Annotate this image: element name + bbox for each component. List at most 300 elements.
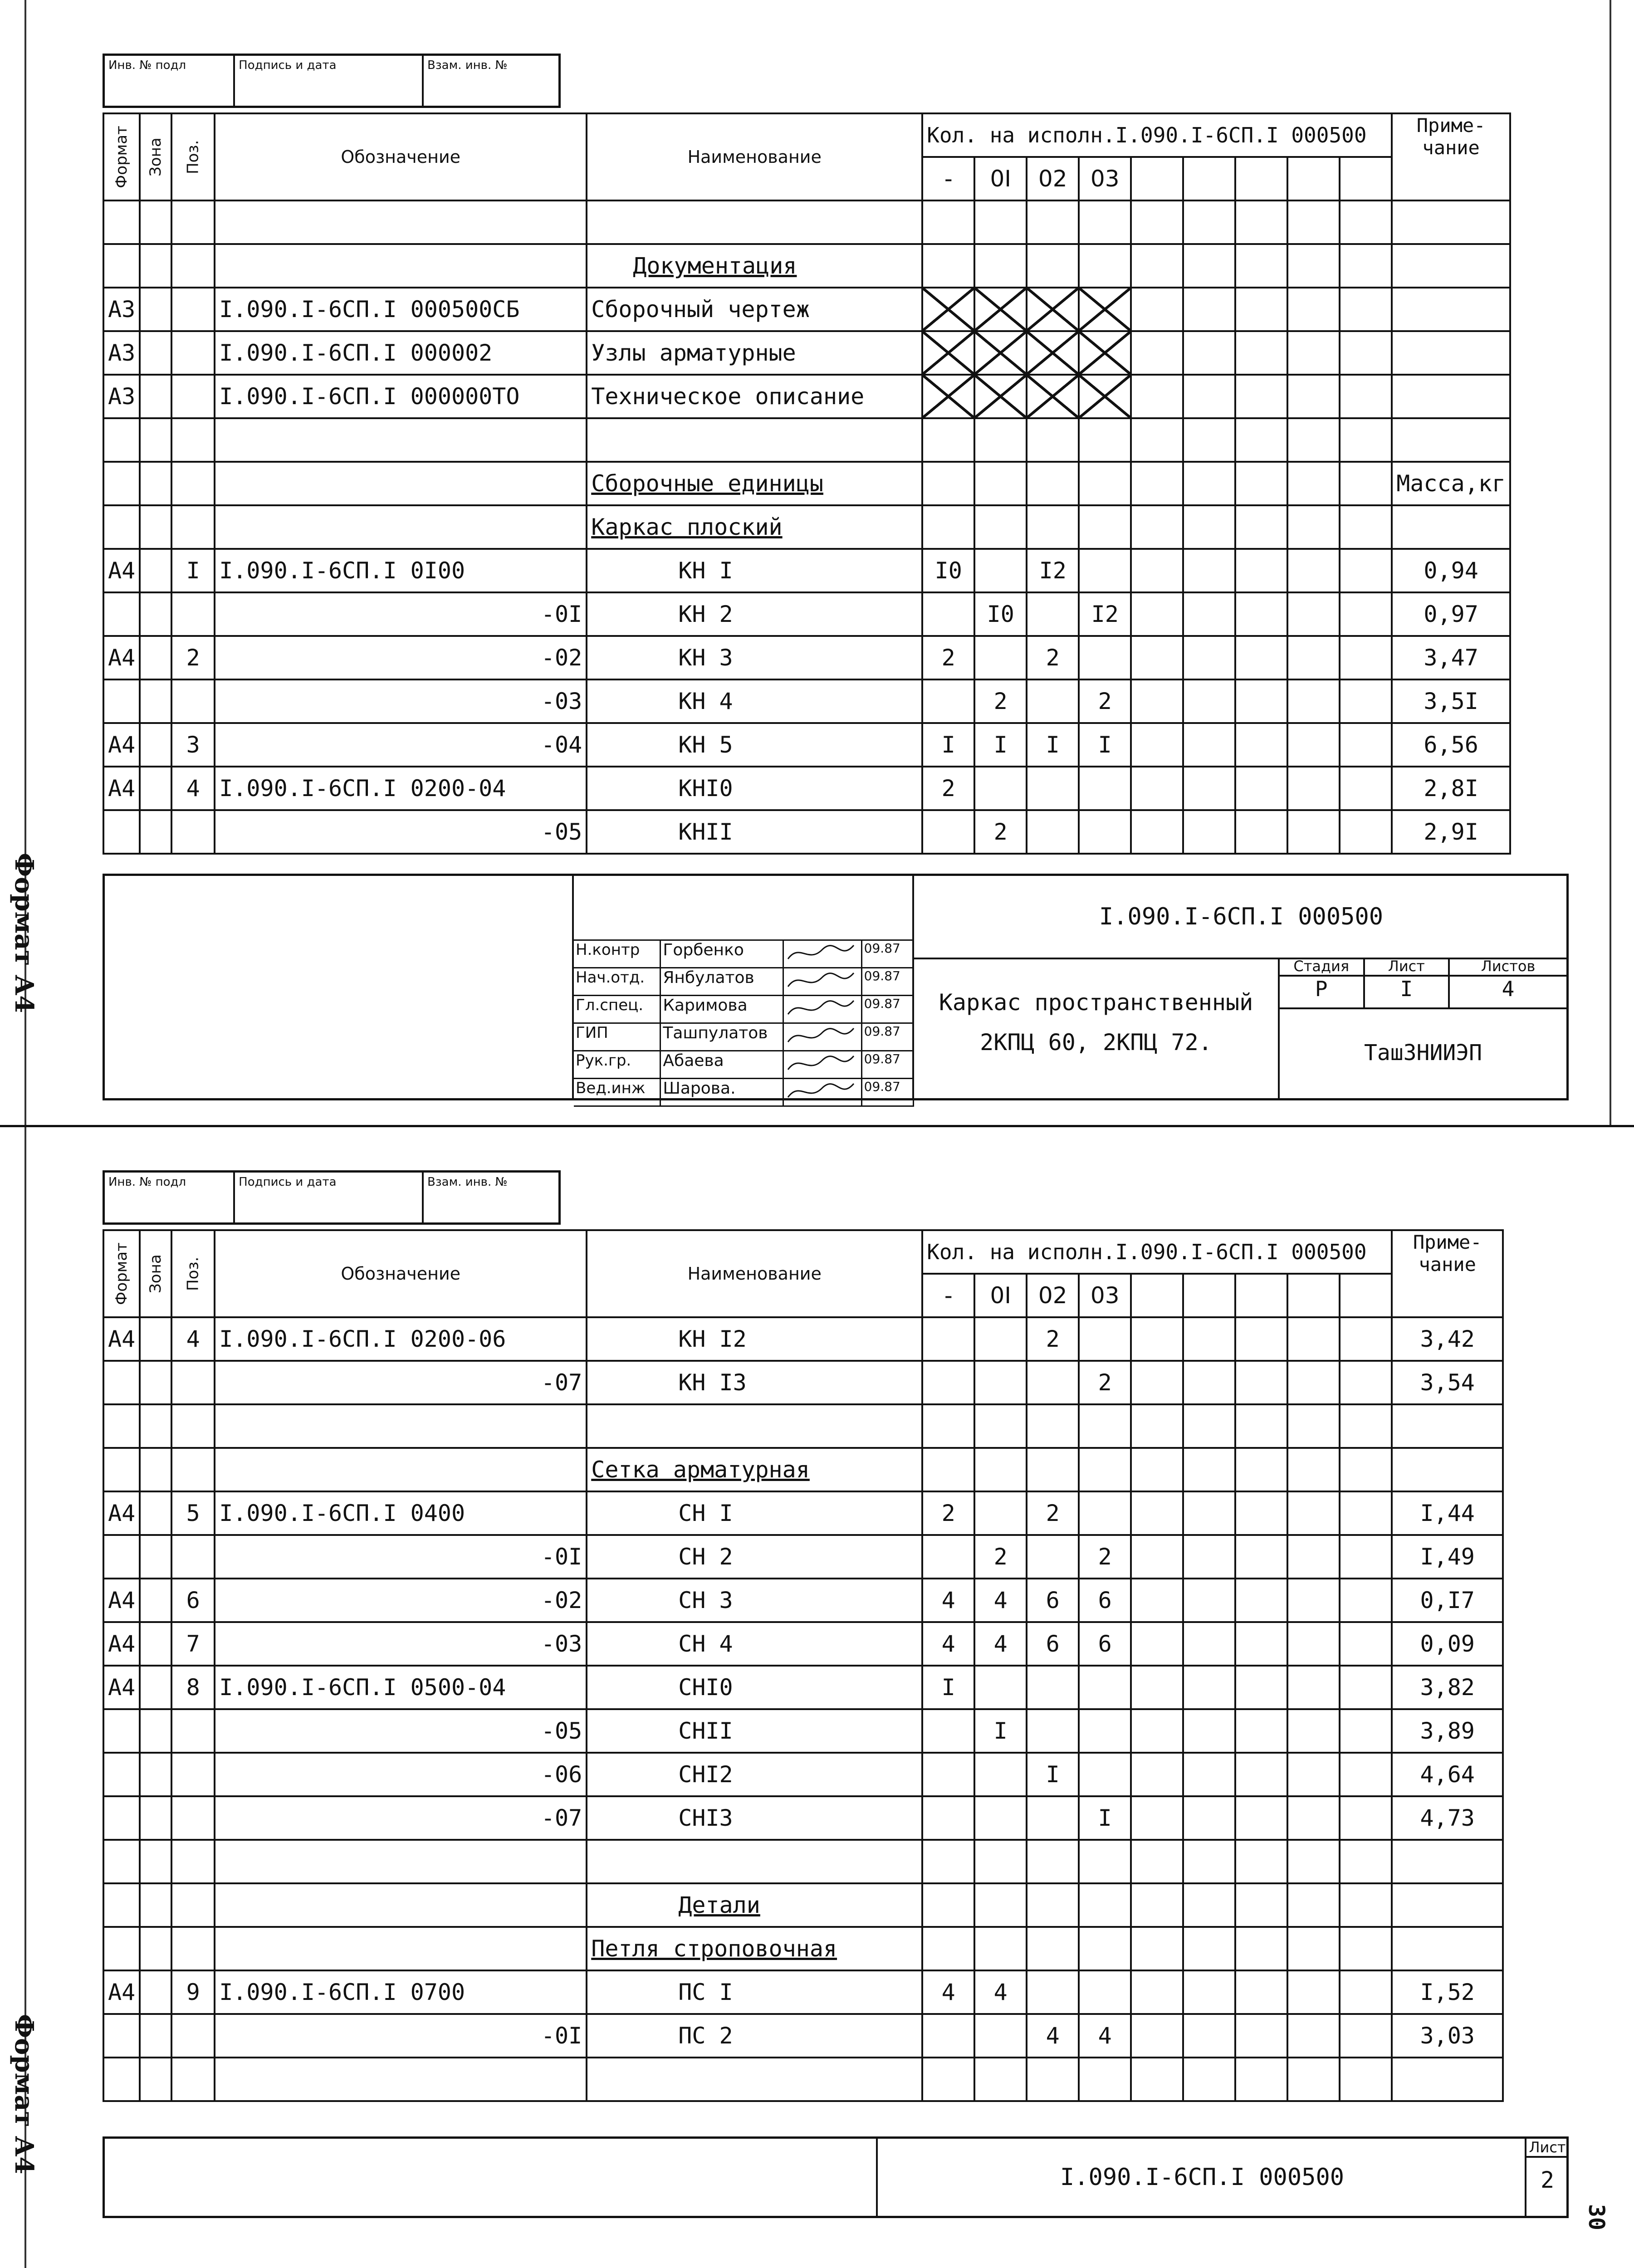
ex2-3: 03 bbox=[1079, 1274, 1131, 1317]
zone-cell bbox=[140, 1796, 171, 1840]
stamp-vzam: Взам. инв. № bbox=[427, 59, 508, 72]
name-cell: СНII bbox=[587, 1709, 922, 1753]
qty-cell bbox=[974, 1883, 1027, 1927]
qty-cell bbox=[922, 200, 974, 244]
format-cell: А4 bbox=[103, 1666, 140, 1709]
qty-cell: 2 bbox=[974, 679, 1027, 723]
table-row bbox=[103, 592, 1510, 636]
table-row bbox=[103, 1883, 1503, 1927]
qty-cell bbox=[922, 679, 974, 723]
date-cell: 09.87 bbox=[862, 941, 914, 967]
qty-cell bbox=[974, 418, 1027, 462]
role-cell: ГИП bbox=[574, 1024, 661, 1050]
qty-cell bbox=[974, 636, 1027, 679]
qty-cell bbox=[1027, 418, 1079, 462]
format-cell bbox=[103, 810, 140, 854]
name-cell: КНI0 bbox=[587, 767, 922, 810]
qty-cell: I bbox=[922, 723, 974, 767]
pos-cell: 8 bbox=[171, 1666, 215, 1709]
top-stamp-2 bbox=[103, 1170, 561, 1225]
signatures-area bbox=[572, 876, 914, 1098]
table-row bbox=[103, 418, 1510, 462]
qty-cell: 6 bbox=[1079, 1622, 1131, 1666]
qty-cell bbox=[1079, 244, 1131, 288]
sheet-2 bbox=[103, 1170, 1569, 2218]
format-cell: А3 bbox=[103, 375, 140, 418]
qty-cell bbox=[1027, 592, 1079, 636]
designation-cell: -0I bbox=[215, 592, 587, 636]
pos-cell bbox=[171, 1404, 215, 1448]
pos-cell bbox=[171, 1796, 215, 1840]
mass-cell bbox=[1392, 288, 1510, 331]
qty-cell: 2 bbox=[974, 810, 1027, 854]
table-row bbox=[103, 1970, 1503, 2014]
qty-cell bbox=[1027, 1448, 1079, 1491]
qty-cell: 4 bbox=[974, 1970, 1027, 2014]
zone-cell bbox=[140, 288, 171, 331]
format-cell: А4 bbox=[103, 767, 140, 810]
pos-cell bbox=[171, 810, 215, 854]
qty-cell: 2 bbox=[922, 1491, 974, 1535]
signature-row bbox=[574, 939, 914, 968]
format-cell bbox=[103, 1448, 140, 1491]
sheet-label: Лист bbox=[1365, 958, 1448, 977]
qty-cell: I bbox=[1079, 723, 1131, 767]
pos-cell bbox=[171, 1709, 215, 1753]
format-cell bbox=[103, 505, 140, 549]
mass-cell bbox=[1392, 375, 1510, 418]
qty-cell bbox=[974, 288, 1027, 331]
designation-cell: -0I bbox=[215, 1535, 587, 1579]
format-cell bbox=[103, 1404, 140, 1448]
format-cell: А3 bbox=[103, 331, 140, 375]
format-cell bbox=[103, 1535, 140, 1579]
qty-cell: I bbox=[974, 723, 1027, 767]
mass-cell: 3,42 bbox=[1392, 1317, 1503, 1361]
format-cell: А4 bbox=[103, 1317, 140, 1361]
zone-cell bbox=[140, 2014, 171, 2058]
name-cell: СНI3 bbox=[587, 1796, 922, 1840]
qty-cell bbox=[922, 1404, 974, 1448]
qty-cell bbox=[974, 2014, 1027, 2058]
qty-cell bbox=[922, 1317, 974, 1361]
pos-cell: 9 bbox=[171, 1970, 215, 2014]
designation-cell bbox=[215, 462, 587, 505]
designation-cell: I.090.I-6СП.I 0200-04 bbox=[215, 767, 587, 810]
format-cell bbox=[103, 1927, 140, 1970]
qty-cell bbox=[922, 288, 974, 331]
qty-cell bbox=[922, 1753, 974, 1796]
mass-cell: 6,56 bbox=[1392, 723, 1510, 767]
designation-cell: -03 bbox=[215, 1622, 587, 1666]
spec-table-1 bbox=[103, 112, 1511, 855]
qty-cell: 4 bbox=[974, 1579, 1027, 1622]
designation-cell: I.090.I-6СП.I 0200-06 bbox=[215, 1317, 587, 1361]
left-border-line bbox=[24, 0, 26, 2268]
designation-cell bbox=[215, 1883, 587, 1927]
qty-cell: I bbox=[974, 1709, 1027, 1753]
ex-2: 02 bbox=[1027, 157, 1079, 200]
col-zone: Зона bbox=[140, 113, 171, 200]
designation-cell: I.090.I-6СП.I 0500-04 bbox=[215, 1666, 587, 1709]
stage-block bbox=[1280, 958, 1566, 1009]
signature-row bbox=[574, 1051, 914, 1079]
sheets-label: Листов bbox=[1450, 958, 1566, 977]
table-row bbox=[103, 1622, 1503, 1666]
mass-cell: 3,5I bbox=[1392, 679, 1510, 723]
col-naim: Наименование bbox=[587, 113, 922, 200]
zone-cell bbox=[140, 331, 171, 375]
designation-cell: -07 bbox=[215, 1361, 587, 1404]
qty-cell bbox=[922, 1709, 974, 1753]
qty-cell: 4 bbox=[922, 1622, 974, 1666]
sheet-1 bbox=[103, 54, 1569, 1101]
pos-cell: 4 bbox=[171, 1317, 215, 1361]
name-cell: КН I2 bbox=[587, 1317, 922, 1361]
designation-cell: I.090.I-6СП.I 0700 bbox=[215, 1970, 587, 2014]
qty-cell bbox=[974, 1361, 1027, 1404]
table-row bbox=[103, 1927, 1503, 1970]
qty-cell bbox=[1027, 375, 1079, 418]
table-row bbox=[103, 200, 1510, 244]
format-cell bbox=[103, 418, 140, 462]
mass-cell: 2,9I bbox=[1392, 810, 1510, 854]
qty-cell bbox=[922, 462, 974, 505]
zone-cell bbox=[140, 418, 171, 462]
table-row bbox=[103, 1709, 1503, 1753]
table-row bbox=[103, 331, 1510, 375]
qty-cell bbox=[1079, 288, 1131, 331]
zone-cell bbox=[140, 1491, 171, 1535]
sheets-value: 4 bbox=[1502, 977, 1515, 1001]
table-row bbox=[103, 636, 1510, 679]
qty-cell bbox=[922, 505, 974, 549]
qty-cell bbox=[1027, 244, 1079, 288]
signature-row bbox=[574, 996, 914, 1024]
qty-cell: I0 bbox=[974, 592, 1027, 636]
date-cell: 09.87 bbox=[862, 996, 914, 1022]
spec-table-2 bbox=[103, 1229, 1504, 2102]
name-cell: СН 3 bbox=[587, 1579, 922, 1622]
signature-scribble bbox=[786, 1024, 858, 1048]
format-cell: А4 bbox=[103, 636, 140, 679]
qty-cell bbox=[1027, 810, 1079, 854]
qty-cell bbox=[922, 810, 974, 854]
qty-cell: 4 bbox=[1079, 2014, 1131, 2058]
sheet-separator bbox=[0, 1125, 1634, 1127]
col-format: Формат bbox=[103, 113, 140, 200]
name-cell: КН 3 bbox=[587, 636, 922, 679]
format-cell: А4 bbox=[103, 549, 140, 592]
zone-cell bbox=[140, 549, 171, 592]
pos-cell bbox=[171, 200, 215, 244]
format-cell: А4 bbox=[103, 1491, 140, 1535]
zone-cell bbox=[140, 1404, 171, 1448]
corner-page-number: 30 bbox=[1583, 2204, 1609, 2230]
stamp-sign-2: Подпись и дата bbox=[235, 1173, 424, 1222]
format-cell bbox=[103, 1753, 140, 1796]
qty-cell bbox=[974, 1840, 1027, 1883]
qty-cell bbox=[922, 1883, 974, 1927]
zone-cell bbox=[140, 1666, 171, 1709]
signature-row bbox=[574, 1024, 914, 1051]
qty-cell bbox=[1079, 810, 1131, 854]
format-cell bbox=[103, 2014, 140, 2058]
format-cell bbox=[103, 1840, 140, 1883]
qty-cell bbox=[1027, 331, 1079, 375]
signature-cell bbox=[784, 1079, 862, 1105]
pos-cell bbox=[171, 418, 215, 462]
role-cell: Нач.отд. bbox=[574, 968, 661, 995]
qty-cell: 2 bbox=[1027, 1491, 1079, 1535]
qty-cell bbox=[974, 244, 1027, 288]
table-row bbox=[103, 810, 1510, 854]
mass-cell bbox=[1392, 418, 1510, 462]
table-row bbox=[103, 1448, 1503, 1491]
name-cell: КН 2 bbox=[587, 592, 922, 636]
name-cell: СН 4 bbox=[587, 1622, 922, 1666]
table-row bbox=[103, 244, 1510, 288]
mass-cell: 4,73 bbox=[1392, 1796, 1503, 1840]
qty-cell bbox=[922, 1796, 974, 1840]
pos-cell bbox=[171, 1361, 215, 1404]
designation-cell: -04 bbox=[215, 723, 587, 767]
qty-cell bbox=[922, 1840, 974, 1883]
format-cell bbox=[103, 1796, 140, 1840]
format-cell bbox=[103, 679, 140, 723]
name-cell: СНI0 bbox=[587, 1666, 922, 1709]
name-cell: КНII bbox=[587, 810, 922, 854]
stamp-inv: Инв. № подл bbox=[105, 56, 235, 106]
qty-cell bbox=[922, 331, 974, 375]
signature-row bbox=[574, 968, 914, 996]
qty-cell bbox=[1079, 767, 1131, 810]
mass-cell: I,44 bbox=[1392, 1491, 1503, 1535]
qty-cell bbox=[922, 375, 974, 418]
table-row bbox=[103, 1753, 1503, 1796]
qty-cell bbox=[1079, 636, 1131, 679]
name-cell: СН 2 bbox=[587, 1535, 922, 1579]
name-cell bbox=[587, 418, 922, 462]
qty-cell bbox=[1027, 1535, 1079, 1579]
qty-cell bbox=[1079, 331, 1131, 375]
table-row bbox=[103, 2014, 1503, 2058]
mass-cell: I,49 bbox=[1392, 1535, 1503, 1579]
table-row bbox=[103, 1666, 1503, 1709]
qty-cell bbox=[922, 418, 974, 462]
designation-cell: I.090.I-6СП.I 000002 bbox=[215, 331, 587, 375]
qty-cell: I bbox=[1027, 723, 1079, 767]
qty-cell: 2 bbox=[922, 767, 974, 810]
signature-scribble bbox=[786, 996, 858, 1021]
qty-cell: 4 bbox=[922, 1579, 974, 1622]
signature-cell bbox=[784, 1051, 862, 1078]
qty-cell bbox=[1079, 1491, 1131, 1535]
col-pos: Поз. bbox=[171, 113, 215, 200]
designation-cell bbox=[215, 200, 587, 244]
name-cell: Детали bbox=[587, 1883, 922, 1927]
col-oboz-2: Обозначение bbox=[215, 1230, 587, 1317]
format-cell bbox=[103, 200, 140, 244]
qty-cell bbox=[922, 1535, 974, 1579]
qty-cell bbox=[1027, 1840, 1079, 1883]
name-cell: ПС I bbox=[587, 1970, 922, 2014]
table-row bbox=[103, 1796, 1503, 1840]
name-cell: Каркас плоский bbox=[587, 505, 922, 549]
doc-title bbox=[912, 958, 1280, 1098]
role-cell: Рук.гр. bbox=[574, 1051, 661, 1078]
format-cell: А4 bbox=[103, 1622, 140, 1666]
name-cell: Ташпулатов bbox=[661, 1024, 783, 1050]
table-row bbox=[103, 1317, 1503, 1361]
pos-cell bbox=[171, 1840, 215, 1883]
mass-cell bbox=[1392, 331, 1510, 375]
format-cell: А4 bbox=[103, 1970, 140, 2014]
qty-cell bbox=[1027, 1796, 1079, 1840]
qty-cell bbox=[922, 1927, 974, 1970]
empty-row bbox=[103, 2058, 1503, 2101]
col-oboz: Обозначение bbox=[215, 113, 587, 200]
table-row bbox=[103, 767, 1510, 810]
zone-cell bbox=[140, 592, 171, 636]
ex-3: 03 bbox=[1079, 157, 1131, 200]
qty-cell bbox=[1079, 505, 1131, 549]
mass-cell bbox=[1392, 1927, 1503, 1970]
qty-cell bbox=[974, 1404, 1027, 1448]
qty-cell bbox=[1079, 1753, 1131, 1796]
qty-cell: 2 bbox=[922, 636, 974, 679]
designation-cell bbox=[215, 1840, 587, 1883]
right-border-line bbox=[1610, 0, 1611, 1125]
designation-cell: -07 bbox=[215, 1796, 587, 1840]
pos-cell bbox=[171, 244, 215, 288]
qty-cell bbox=[1079, 1970, 1131, 2014]
qty-cell: 2 bbox=[1079, 1361, 1131, 1404]
qty-cell bbox=[1027, 1404, 1079, 1448]
zone-cell bbox=[140, 1883, 171, 1927]
mass-cell: 0,94 bbox=[1392, 549, 1510, 592]
name-cell: КН I bbox=[587, 549, 922, 592]
designation-cell: -02 bbox=[215, 1579, 587, 1622]
doc-code: I.090.I-6СП.I 000500 bbox=[912, 876, 1568, 959]
qty-cell bbox=[1027, 1709, 1079, 1753]
qty-cell bbox=[974, 1317, 1027, 1361]
zone-cell bbox=[140, 244, 171, 288]
zone-cell bbox=[140, 1927, 171, 1970]
pos-cell: 6 bbox=[171, 1579, 215, 1622]
name-cell: КН 5 bbox=[587, 723, 922, 767]
role-cell: Вед.инж bbox=[574, 1079, 661, 1105]
table-row bbox=[103, 1404, 1503, 1448]
org-name: ТашЗНИИЭП bbox=[1364, 1040, 1482, 1066]
format-label-top: Формат А4 bbox=[9, 853, 39, 1013]
signature-cell bbox=[784, 968, 862, 995]
designation-cell: I.090.I-6СП.I 0I00 bbox=[215, 549, 587, 592]
name-cell: Шарова. bbox=[661, 1079, 783, 1105]
signature-cell bbox=[784, 941, 862, 967]
mass-cell: 3,03 bbox=[1392, 2014, 1503, 2058]
table-row bbox=[103, 375, 1510, 418]
pos-cell bbox=[171, 592, 215, 636]
designation-cell: -05 bbox=[215, 1709, 587, 1753]
ex2-2: 02 bbox=[1027, 1274, 1079, 1317]
pos-cell bbox=[171, 505, 215, 549]
qty-cell: 6 bbox=[1079, 1579, 1131, 1622]
qty-cell bbox=[1027, 1927, 1079, 1970]
zone-cell bbox=[140, 1753, 171, 1796]
qty-cell bbox=[974, 1753, 1027, 1796]
pos-cell bbox=[171, 331, 215, 375]
name-cell: Сборочный чертеж bbox=[587, 288, 922, 331]
table-row bbox=[103, 1535, 1503, 1579]
qty-cell bbox=[1027, 1970, 1079, 2014]
qty-cell bbox=[974, 505, 1027, 549]
date-cell: 09.87 bbox=[862, 1079, 914, 1105]
pos-cell bbox=[171, 462, 215, 505]
pos-cell bbox=[171, 679, 215, 723]
ex2-0: - bbox=[922, 1274, 974, 1317]
qty-cell bbox=[1027, 462, 1079, 505]
pos-cell: 5 bbox=[171, 1491, 215, 1535]
zone-cell bbox=[140, 723, 171, 767]
format-cell bbox=[103, 462, 140, 505]
qty-cell: 4 bbox=[974, 1622, 1027, 1666]
mass-cell: 3,47 bbox=[1392, 636, 1510, 679]
mass-cell bbox=[1392, 200, 1510, 244]
qty-cell bbox=[1027, 200, 1079, 244]
zone-cell bbox=[140, 810, 171, 854]
format-cell: А4 bbox=[103, 723, 140, 767]
mass-cell: 0,09 bbox=[1392, 1622, 1503, 1666]
table-row bbox=[103, 1579, 1503, 1622]
qty-cell bbox=[974, 375, 1027, 418]
col-pos-2: Поз. bbox=[171, 1230, 215, 1317]
name-cell: ПС 2 bbox=[587, 2014, 922, 2058]
table-row bbox=[103, 1840, 1503, 1883]
name-cell bbox=[587, 200, 922, 244]
mass-cell bbox=[1392, 244, 1510, 288]
pos-cell bbox=[171, 1753, 215, 1796]
designation-cell bbox=[215, 1927, 587, 1970]
qty-cell bbox=[974, 1927, 1027, 1970]
name-cell: СН I bbox=[587, 1491, 922, 1535]
pos-cell bbox=[171, 288, 215, 331]
format-cell bbox=[103, 1883, 140, 1927]
name-cell: КН 4 bbox=[587, 679, 922, 723]
qty-cell bbox=[974, 1796, 1027, 1840]
mass-cell: 3,54 bbox=[1392, 1361, 1503, 1404]
name-cell: Петля строповочная bbox=[587, 1927, 922, 1970]
stamp-vzam-2: Взам. инв. № bbox=[427, 1175, 508, 1189]
mass-cell bbox=[1392, 505, 1510, 549]
table-row bbox=[103, 679, 1510, 723]
mass-cell: Масса,кг bbox=[1392, 462, 1510, 505]
mass-cell: I,52 bbox=[1392, 1970, 1503, 2014]
name-cell: Сетка арматурная bbox=[587, 1448, 922, 1491]
mass-cell bbox=[1392, 1404, 1503, 1448]
qty-cell: 2 bbox=[974, 1535, 1027, 1579]
pos-cell: 4 bbox=[171, 767, 215, 810]
mass-cell: 0,I7 bbox=[1392, 1579, 1503, 1622]
pos-cell: 2 bbox=[171, 636, 215, 679]
name-cell: Техническое описание bbox=[587, 375, 922, 418]
qty-cell: I0 bbox=[922, 549, 974, 592]
qty-cell bbox=[1079, 549, 1131, 592]
qty-cell: 2 bbox=[1079, 1535, 1131, 1579]
name-cell: Янбулатов bbox=[661, 968, 783, 995]
qty-cell bbox=[974, 767, 1027, 810]
pos-cell: I bbox=[171, 549, 215, 592]
